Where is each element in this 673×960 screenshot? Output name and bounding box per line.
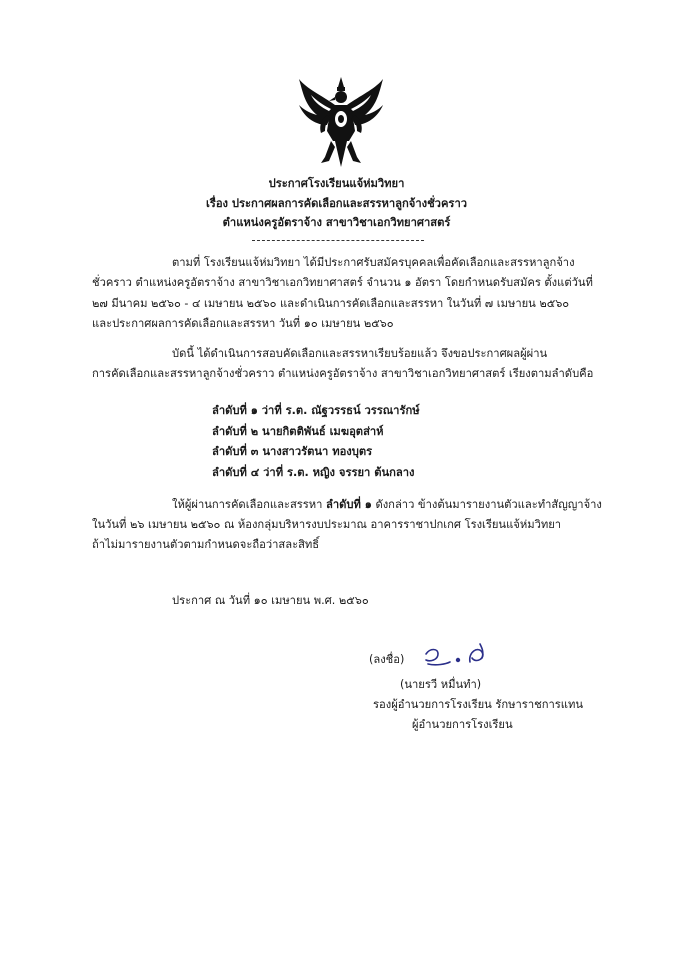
handwritten-signature-icon: [420, 640, 495, 670]
announcement-date: ประกาศ ณ วันที่ ๑๐ เมษายน พ.ศ. ๒๕๖๐: [172, 594, 369, 607]
paragraph-1-line-3: ๒๗ มีนาคม ๒๕๖๐ - ๔ เมษายน ๒๕๖๐ และดำเนินการคัดเลือกและสรรหา ในวันที่ ๗ เมษายน ๒๕๖๐: [92, 297, 570, 310]
signer-position-line-1: รองผู้อำนวยการโรงเรียน รักษาราชการแทน: [373, 698, 583, 711]
paragraph-1-line-4: และประกาศผลการคัดเลือกและสรรหา วันที่ ๑๐ เมษายน ๒๕๖๐: [92, 317, 394, 330]
signed-label: (ลงชื่อ): [369, 653, 405, 666]
ranking-item-3: ลำดับที่ ๓ นางสาวรัตนา ทองบุตร: [212, 445, 373, 458]
paragraph-3-line-3: ถ้าไม่มารายงานตัวตามกำหนดจะถือว่าสละสิทธิ์: [92, 538, 320, 551]
ranking-item-1: ลำดับที่ ๑ ว่าที่ ร.ต. ณัฐวรรธน์ วรรณารักษ์: [212, 404, 420, 417]
ranking-item-4: ลำดับที่ ๔ ว่าที่ ร.ต. หญิง จรรยา ต้นกลาง: [212, 466, 415, 479]
paragraph-3-suffix: ดังกล่าว ข้างต้นมารายงานตัวและทำสัญญาจ้าง: [371, 498, 602, 511]
garuda-emblem-icon: [297, 75, 385, 171]
paragraph-3-prefix: ให้ผู้ผ่านการคัดเลือกและสรรหา: [172, 498, 326, 511]
paragraph-3-bold: ลำดับที่ ๑: [326, 498, 372, 511]
ranking-item-2: ลำดับที่ ๒ นายกิตติพันธ์ เมฆอุตส่าห์: [212, 425, 384, 438]
title-line-3: ตำแหน่งครูอัตราจ้าง สาขาวิชาเอกวิทยาศาสตร์: [222, 216, 451, 229]
title-line-1: ประกาศโรงเรียนแจ้ห่มวิทยา: [268, 177, 405, 190]
paragraph-3-line-2: ในวันที่ ๒๖ เมษายน ๒๕๖๐ ณ ห้องกลุ่มบริหารงบประมาณ อาคารราชาปกเกศ โรงเรียนแจ้ห่มวิทยา: [92, 518, 562, 531]
paragraph-2-line-2: การคัดเลือกและสรรหาลูกจ้างชั่วคราว ตำแหน่งครูอัตราจ้าง สาขาวิชาเอกวิทยาศาสตร์ เรียงตามลำดับคือ: [92, 367, 594, 380]
paragraph-1-line-2: ชั่วคราว ตำแหน่งครูอัตราจ้าง สาขาวิชาเอกวิทยาศาสตร์ จำนวน ๑ อัตรา โดยกำหนดรับสมัคร ตั้งแต่วันที่: [92, 276, 593, 289]
paragraph-1-line-1: ตามที่ โรงเรียนแจ้ห่มวิทยา ได้มีประกาศรับสมัครบุคคลเพื่อคัดเลือกและสรรหาลูกจ้าง: [172, 256, 575, 269]
paragraph-3-line-1: [172, 498, 602, 512]
signer-name: (นายรวี หมื่นทำ): [400, 678, 482, 691]
title-divider: [252, 240, 424, 241]
signer-position-line-2: ผู้อำนวยการโรงเรียน: [412, 718, 513, 731]
paragraph-2-line-1: บัดนี้ ได้ดำเนินการสอบคัดเลือกและสรรหาเรียบร้อยแล้ว จึงขอประกาศผลผู้ผ่าน: [172, 347, 548, 360]
title-line-2: เรื่อง ประกาศผลการคัดเลือกและสรรหาลูกจ้างชั่วคราว: [205, 197, 468, 210]
